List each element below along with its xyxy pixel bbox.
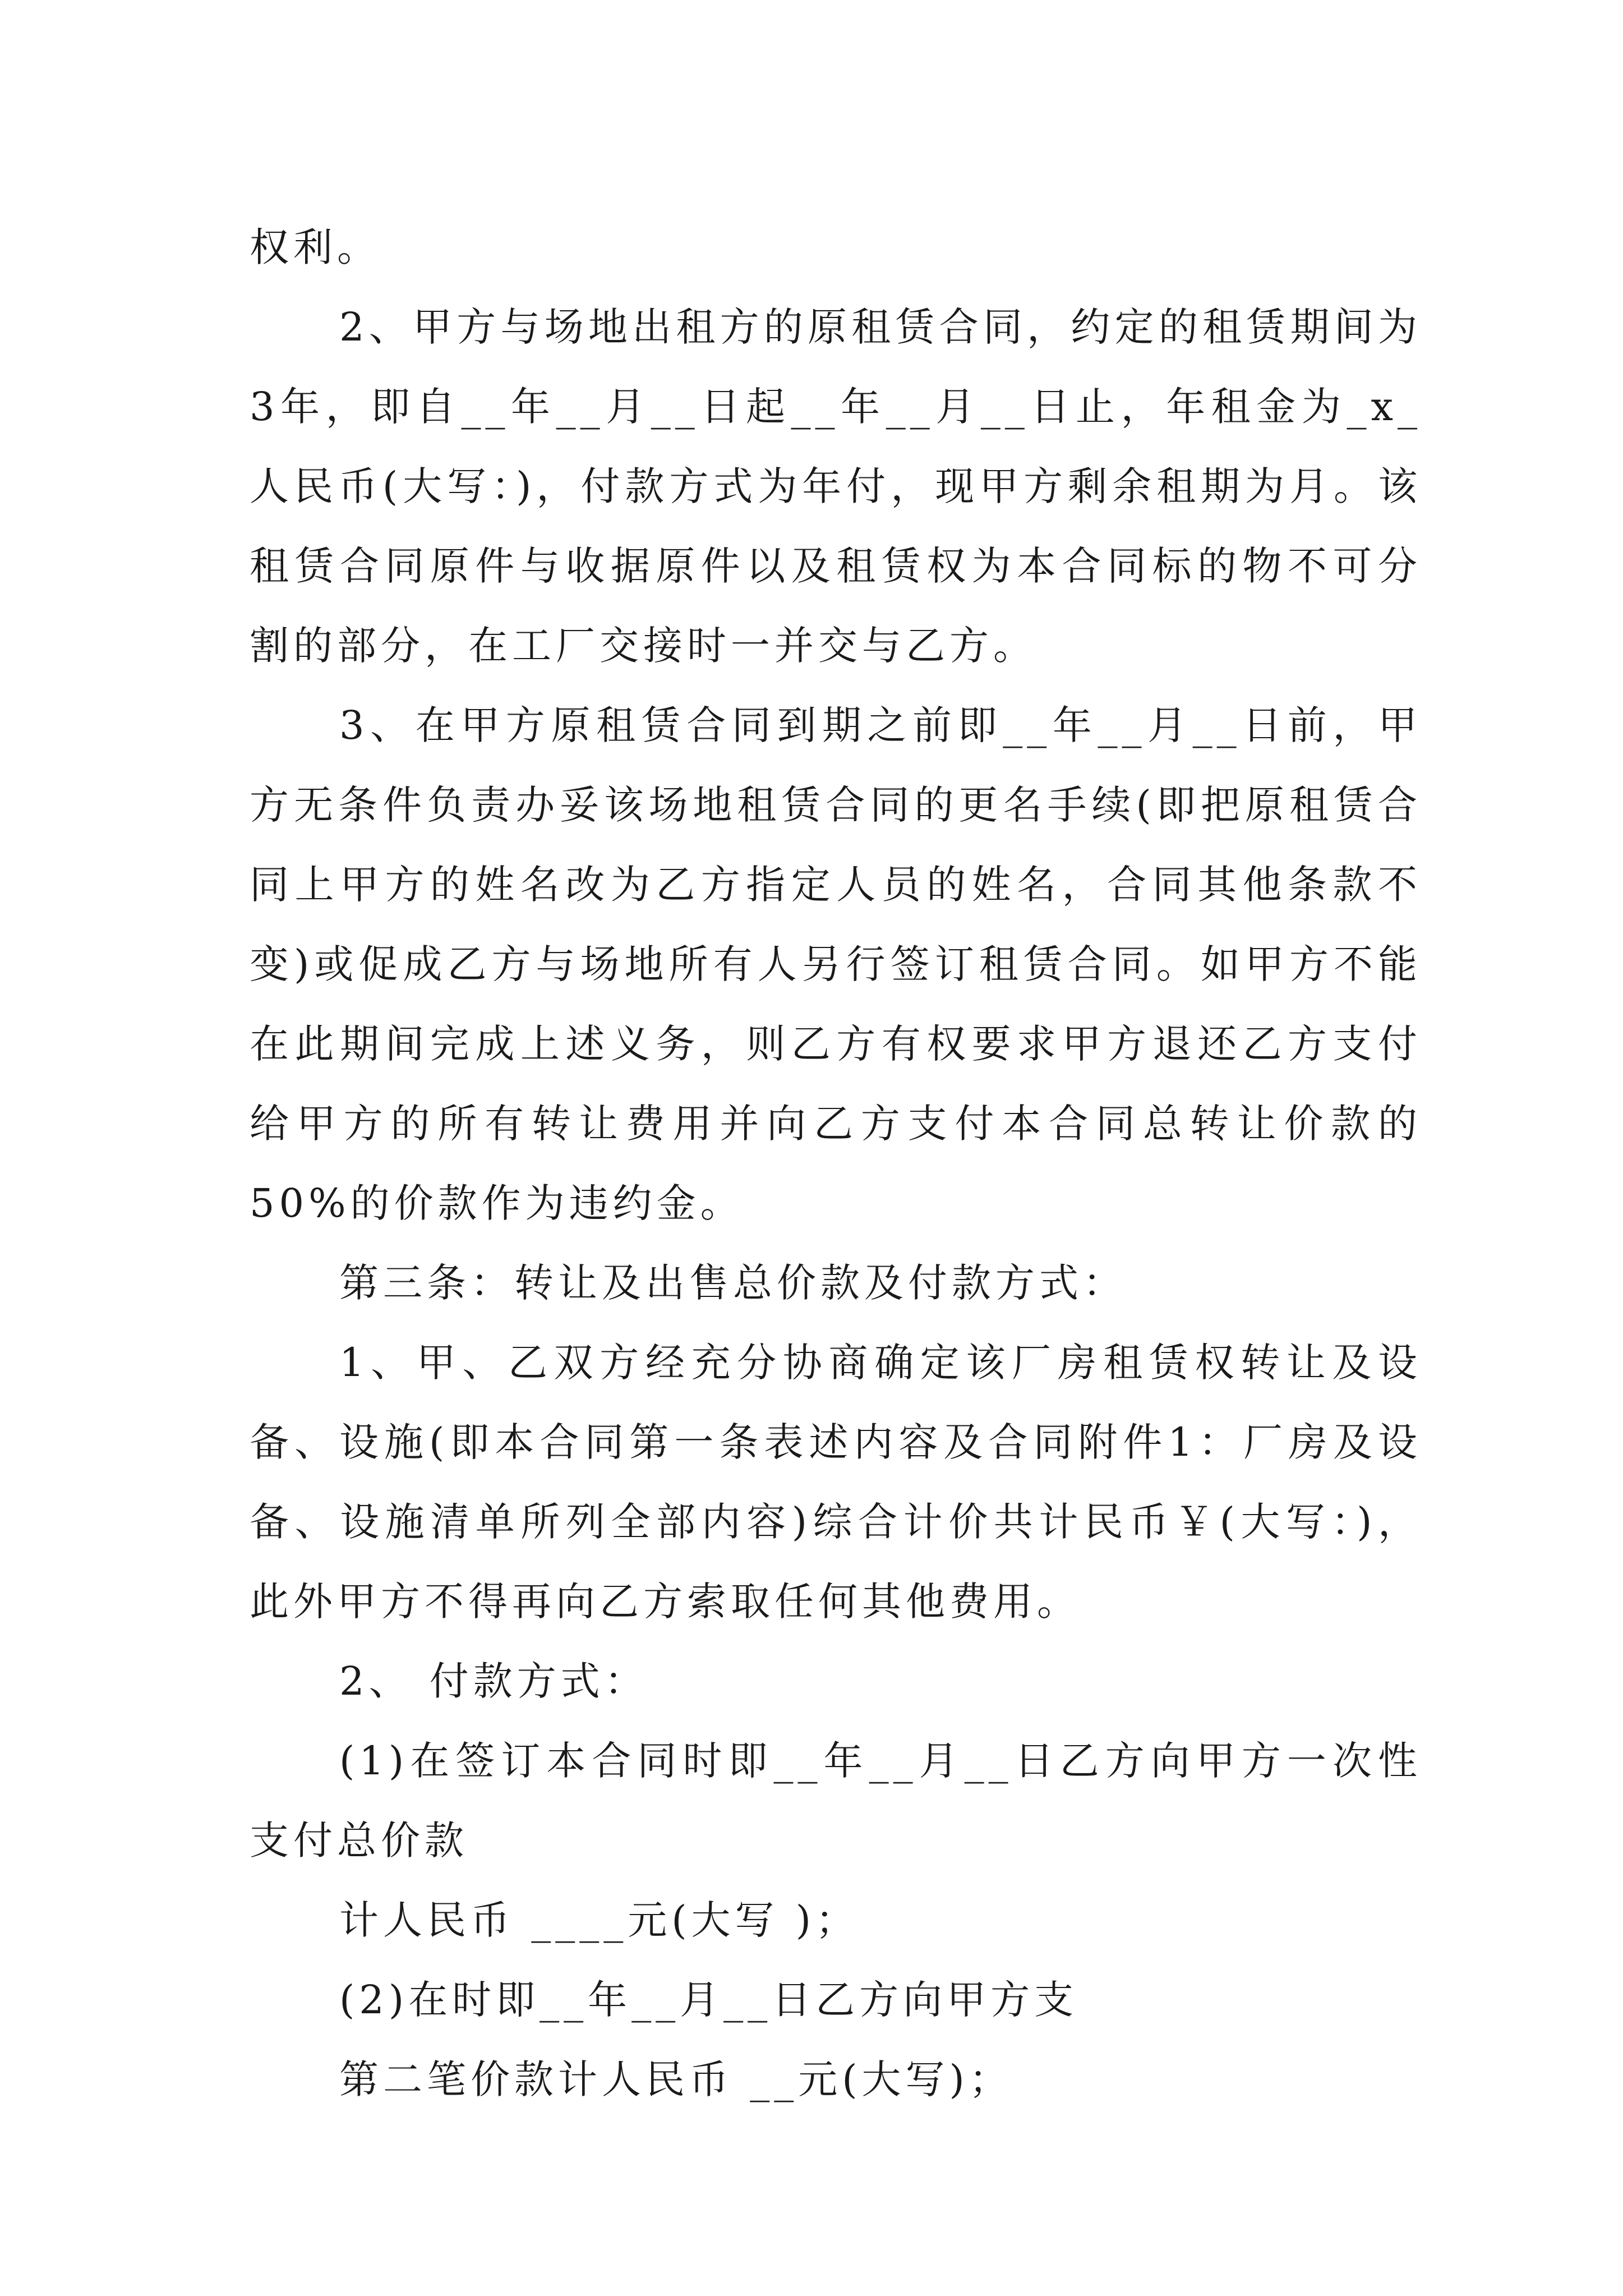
- paragraph-1: 权利。: [250, 224, 381, 270]
- payment-item-1-amount: 计人民币 ____元(大写 )；: [339, 1897, 860, 1943]
- payment-item-1: (1)在签订本合同时即__年__月__日乙方向甲方一次性支付总价款: [250, 1738, 1422, 1864]
- paragraph-3: 3、在甲方原租赁合同到期之前即__年__月__日前，甲方无条件负责办妥该场地租赁合同的更名手续(即把原租赁合同上甲方的姓名改为乙方指定人员的姓名，合同其他条款不变)或促成乙方与场地所有人另行签订租赁合同。如甲方不能在此期间完成上述义务，则乙方有权要求甲方退还乙方支付给甲方的所有转让费用并向乙方支付本合同总转让价款的50%的价款作为违约金。: [250, 702, 1422, 1226]
- section-heading-article-3: 第三条：转让及出售总价款及付款方式：: [339, 1260, 1127, 1306]
- payment-method-heading: 2、 付款方式：: [339, 1658, 648, 1704]
- paragraph-2: 2、甲方与场地出租方的原租赁合同，约定的租赁期间为3年，即自__年__月__日起__年__月__日止，年租金为_x_人民币(大写：)，付款方式为年付，现甲方剩余租期为月。该租赁合同原件与收据原件以及租赁权为本合同标的物不可分割的部分，在工厂交接时一并交与乙方。: [250, 304, 1422, 669]
- payment-item-2-amount: 第二笔价款计人民币 __元(大写)；: [339, 2056, 1013, 2102]
- paragraph-4: 1、甲、乙双方经充分协商确定该厂房租赁权转让及设备、设施(即本合同第一条表述内容及合同附件1：厂房及设备、设施清单所列全部内容)综合计价共计民币￥(大写：)，此外甲方不得再向乙方索取任何其他费用。: [250, 1340, 1422, 1625]
- document-body: [250, 208, 1422, 2119]
- payment-item-2: (2)在时即__年__月__日乙方向甲方支: [339, 1977, 1078, 2023]
